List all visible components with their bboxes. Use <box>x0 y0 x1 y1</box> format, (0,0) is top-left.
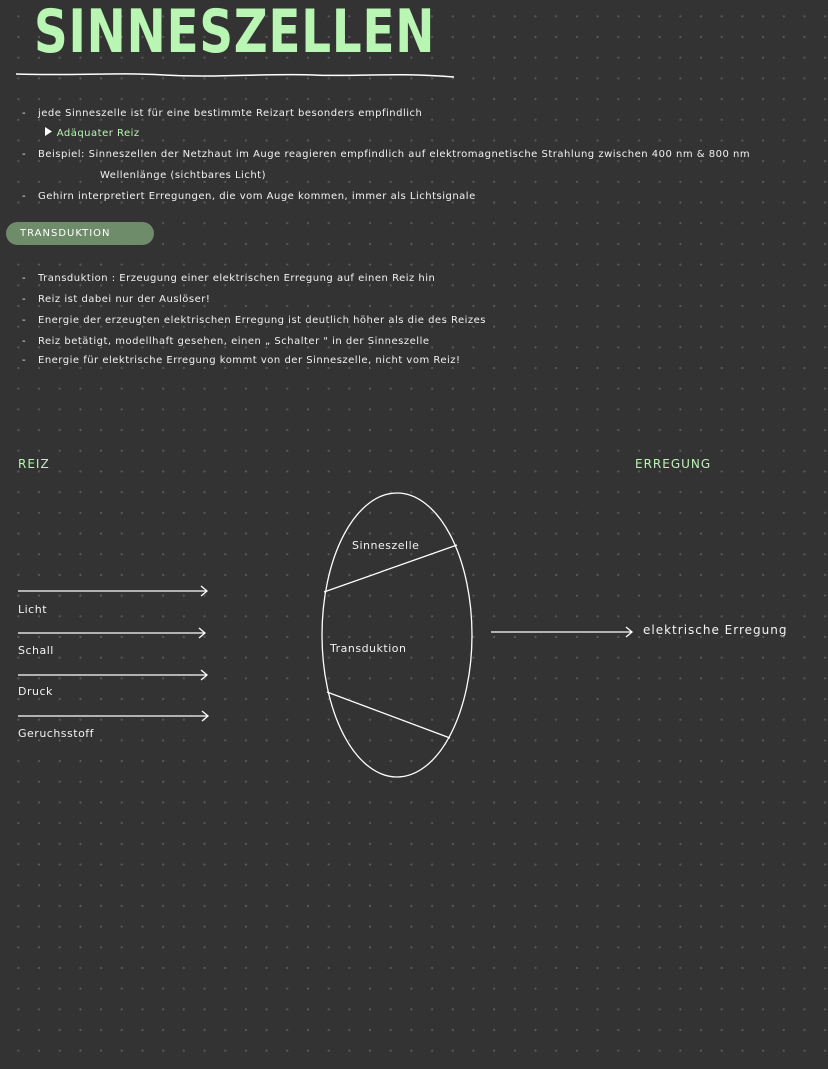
section-pill-label: TRANSDUKTION <box>20 228 111 239</box>
page-title: SINNESZELLEN <box>34 0 436 67</box>
intro-bullet-2-continuation: Wellenlänge (sichtbares Licht) <box>100 170 266 181</box>
arrow-schall <box>18 628 205 638</box>
intro-bullet-1: - jede Sinneszelle ist für eine bestimmte Reizart besonders empfindlich <box>22 108 423 119</box>
cell-divider-top <box>324 545 457 592</box>
arrow-geruchsstoff <box>18 711 208 721</box>
play-arrow-icon <box>44 126 53 137</box>
transduction-diagram <box>0 480 828 800</box>
stimulus-label-licht: Licht <box>18 603 48 616</box>
transduction-bullet-4: - Reiz betätigt, modellhaft gesehen, einen „ Schalter " in der Sinneszelle <box>22 336 430 347</box>
adequate-stimulus-row <box>44 126 140 139</box>
intro-bullet-2: - Beispiel: Sinneszellen der Netzhaut im Auge reagieren empfindlich auf elektromagnetische Strahlung zwischen 400 nm & 800 nm <box>22 149 751 160</box>
sense-cell-ellipse <box>322 493 472 777</box>
stimulus-label-geruchsstoff: Geruchsstoff <box>18 727 95 740</box>
cell-label-transduktion: Transduktion <box>330 642 407 655</box>
stimulus-label-schall: Schall <box>18 644 54 657</box>
stimulus-label-druck: Druck <box>18 685 53 698</box>
section-pill-transduktion <box>6 222 154 245</box>
transduction-bullet-1: - Transduktion : Erzeugung einer elektrischen Erregung auf einen Reiz hin <box>22 273 436 284</box>
title-underline <box>14 64 459 84</box>
output-label: elektrische Erregung <box>643 623 788 637</box>
transduction-bullet-3: - Energie der erzeugten elektrischen Erregung ist deutlich höher als die des Reizes <box>22 315 487 326</box>
arrow-output <box>491 627 632 637</box>
intro-bullet-3: - Gehirn interpretiert Erregungen, die vom Auge kommen, immer als Lichtsignale <box>22 191 476 202</box>
cell-label-sinneszelle: Sinneszelle <box>352 539 420 552</box>
cell-divider-bottom <box>327 692 450 738</box>
transduction-bullet-2: - Reiz ist dabei nur der Auslöser! <box>22 294 211 305</box>
diagram-heading-erregung: ERREGUNG <box>635 457 712 471</box>
arrow-druck <box>18 670 207 680</box>
transduction-bullet-5: - Energie für elektrische Erregung kommt von der Sinneszelle, nicht vom Reiz! <box>22 355 461 366</box>
diagram-heading-reiz: REIZ <box>18 457 50 471</box>
adequate-stimulus-label: Adäquater Reiz <box>56 128 140 139</box>
arrow-licht <box>18 586 207 596</box>
